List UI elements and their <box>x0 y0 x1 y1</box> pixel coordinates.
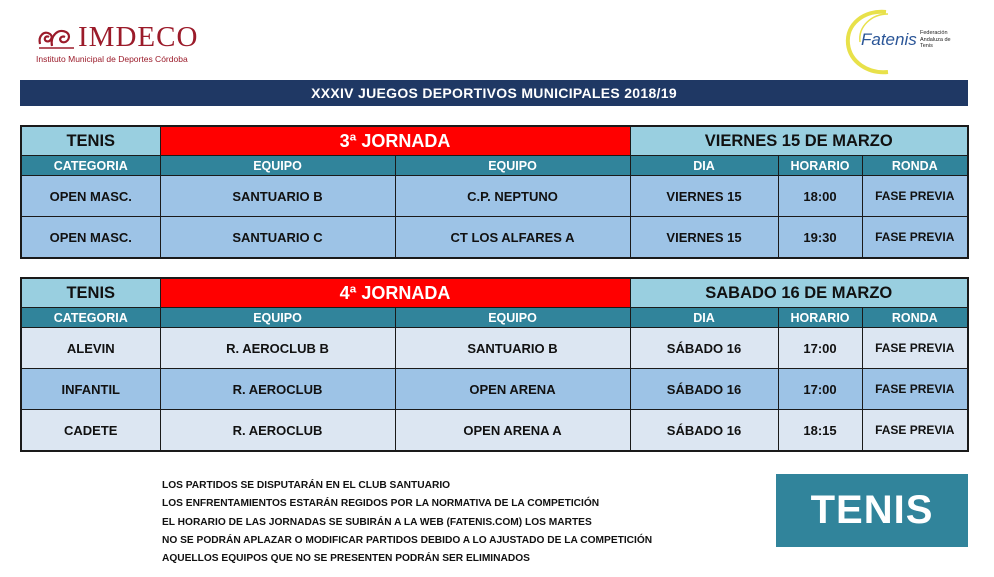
equipo-1-cell: SANTUARIO B <box>160 176 395 217</box>
imdeco-subtitle: Instituto Municipal de Deportes Córdoba <box>36 54 188 64</box>
equipo-2-cell: OPEN ARENA <box>395 369 630 410</box>
fatenis-subtitle-line: Federación <box>920 30 948 36</box>
note-line: NO SE PODRÁN APLAZAR O MODIFICAR PARTIDOS DEBIDO A LO AJUSTADO DE LA COMPETICIÓN <box>162 534 653 546</box>
note-line: AQUELLOS EQUIPOS QUE NO SE PRESENTEN PODRÁN SER ELIMINADOS <box>162 553 530 565</box>
dia-cell: VIERNES 15 <box>630 217 778 259</box>
col-header-horario: HORARIO <box>778 308 862 328</box>
horario-cell: 17:00 <box>778 328 862 369</box>
equipo-2-cell: CT LOS ALFARES A <box>395 217 630 259</box>
sport-badge: TENIS <box>776 474 968 547</box>
event-title-banner: XXXIV JUEGOS DEPORTIVOS MUNICIPALES 2018/19 <box>20 80 968 106</box>
jornada-cell: 3ª JORNADA <box>160 126 630 156</box>
equipo-1-cell: R. AEROCLUB <box>160 369 395 410</box>
table-row <box>21 410 968 452</box>
categoria-cell: CADETE <box>21 410 160 452</box>
categoria-cell: ALEVIN <box>21 328 160 369</box>
horario-cell: 19:30 <box>778 217 862 259</box>
col-header-ronda: RONDA <box>862 308 968 328</box>
column-header-row <box>21 308 968 328</box>
equipo-1-cell: R. AEROCLUB <box>160 410 395 452</box>
categoria-cell: INFANTIL <box>21 369 160 410</box>
equipo-2-cell: C.P. NEPTUNO <box>395 176 630 217</box>
dia-cell: VIERNES 15 <box>630 176 778 217</box>
fatenis-subtitle-line: Tenis <box>920 43 933 49</box>
fatenis-subtitle-line: Andaluza de <box>920 36 951 43</box>
col-header-equipo: EQUIPO <box>160 308 395 328</box>
ronda-cell: FASE PREVIA <box>862 328 968 369</box>
column-header-row <box>21 156 968 176</box>
equipo-1-cell: SANTUARIO C <box>160 217 395 259</box>
horario-cell: 18:15 <box>778 410 862 452</box>
dia-cell: SÁBADO 16 <box>630 410 778 452</box>
ronda-cell: FASE PREVIA <box>862 176 968 217</box>
equipo-1-cell: R. AEROCLUB B <box>160 328 395 369</box>
col-header-categoria: CATEGORIA <box>21 308 160 328</box>
col-header-ronda: RONDA <box>862 156 968 176</box>
table-row <box>21 176 968 217</box>
table-title-row <box>21 126 968 156</box>
equipo-2-cell: OPEN ARENA A <box>395 410 630 452</box>
table-row <box>21 369 968 410</box>
fatenis-logo <box>842 8 962 76</box>
note-line: EL HORARIO DE LAS JORNADAS SE SUBIRÁN A LA WEB (FATENIS.COM) LOS MARTES <box>162 516 592 528</box>
imdeco-emblem-icon <box>36 24 76 52</box>
note-line: LOS ENFRENTAMIENTOS ESTARÁN REGIDOS POR LA NORMATIVA DE LA COMPETICIÓN <box>162 498 600 510</box>
col-header-categoria: CATEGORIA <box>21 156 160 176</box>
col-header-dia: DIA <box>630 308 778 328</box>
fatenis-subtitle <box>920 30 951 50</box>
horario-cell: 18:00 <box>778 176 862 217</box>
imdeco-name: IMDECO <box>78 21 199 53</box>
col-header-equipo: EQUIPO <box>160 156 395 176</box>
col-header-equipo: EQUIPO <box>395 308 630 328</box>
ronda-cell: FASE PREVIA <box>862 217 968 259</box>
categoria-cell: OPEN MASC. <box>21 176 160 217</box>
jornada-cell: 4ª JORNADA <box>160 278 630 308</box>
imdeco-logo <box>36 20 236 66</box>
col-header-dia: DIA <box>630 156 778 176</box>
equipo-2-cell: SANTUARIO B <box>395 328 630 369</box>
date-cell: VIERNES 15 DE MARZO <box>630 126 968 156</box>
ronda-cell: FASE PREVIA <box>862 410 968 452</box>
notes-list <box>162 477 652 568</box>
schedule-table-jornada-3 <box>20 125 969 259</box>
fatenis-name: Fatenis <box>861 30 917 49</box>
col-header-horario: HORARIO <box>778 156 862 176</box>
date-cell: SABADO 16 DE MARZO <box>630 278 968 308</box>
horario-cell: 17:00 <box>778 369 862 410</box>
dia-cell: SÁBADO 16 <box>630 369 778 410</box>
sport-cell: TENIS <box>21 126 160 156</box>
categoria-cell: OPEN MASC. <box>21 217 160 259</box>
schedule-table-jornada-4 <box>20 277 969 452</box>
dia-cell: SÁBADO 16 <box>630 328 778 369</box>
table-row <box>21 217 968 259</box>
note-line: LOS PARTIDOS SE DISPUTARÁN EN EL CLUB SANTUARIO <box>162 480 451 491</box>
col-header-equipo: EQUIPO <box>395 156 630 176</box>
sport-cell: TENIS <box>21 278 160 308</box>
table-title-row <box>21 278 968 308</box>
table-row <box>21 328 968 369</box>
ronda-cell: FASE PREVIA <box>862 369 968 410</box>
